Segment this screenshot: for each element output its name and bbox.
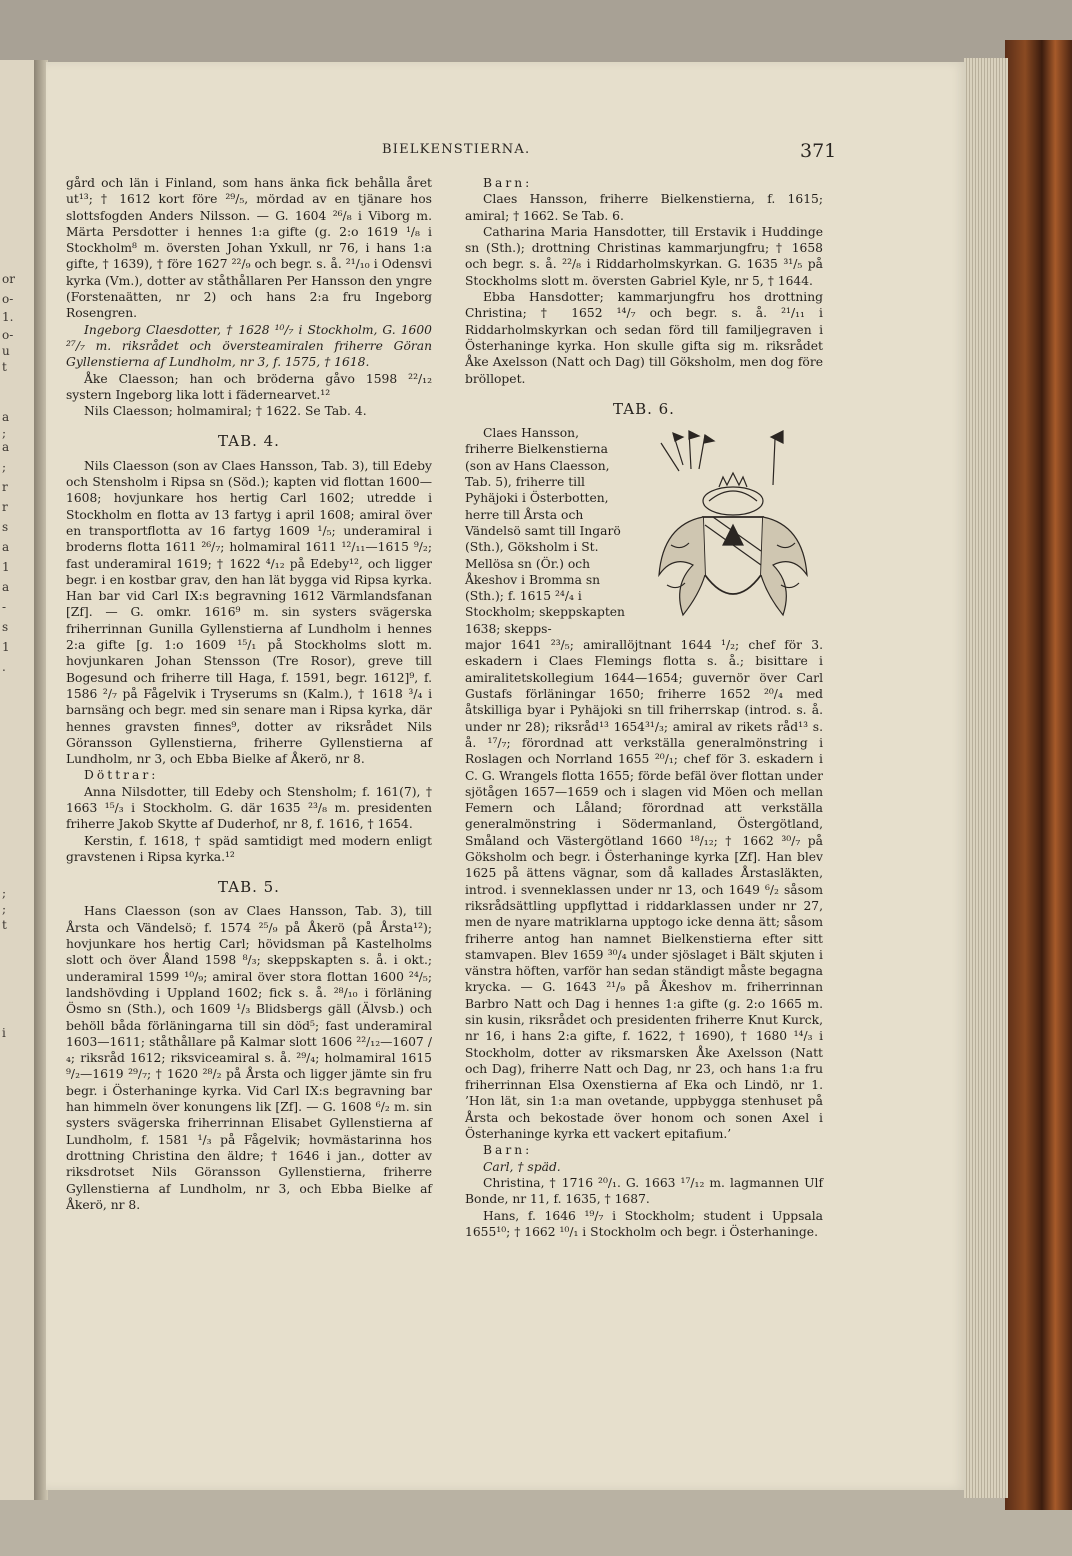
- prev-page-fragment: r: [2, 480, 8, 494]
- prev-page-fragment: a: [2, 440, 10, 454]
- paragraph: Hans, f. 1646 ¹⁹/₇ i Stockholm; student i Uppsala 1655¹⁰; † 1662 ¹⁰/₁ i Stockholm och begr. i Österhaninge.: [465, 1208, 823, 1239]
- prev-page-fragment: 1.: [2, 310, 14, 324]
- section-heading: TAB. 6.: [613, 399, 675, 418]
- running-head: BIELKENSTIERNA.: [382, 142, 531, 157]
- section-heading: TAB. 4.: [218, 432, 280, 451]
- paragraph: Ingeborg Claesdotter, † 1628 ¹⁰/₇ i Stockholm, G. 1600 ²⁷/₇ m. riksrådet och översteamiralen friherre Göran Gyllenstierna af Lundholm, nr 3, f. 1575, † 1618.: [66, 322, 432, 370]
- prev-page-fragment: a: [2, 580, 10, 594]
- section-heading: TAB. 5.: [218, 878, 280, 897]
- scan-background: [0, 0, 1072, 62]
- right-column: [465, 175, 823, 1240]
- paragraph: Carl, † späd.: [483, 1159, 561, 1174]
- prev-page-fragment: .: [2, 660, 6, 674]
- prev-page-fragment: -: [2, 600, 7, 614]
- prev-page-fragment: o-: [2, 328, 14, 342]
- prev-page-fragment: u: [2, 344, 10, 358]
- paragraph: Hans Claesson (son av Claes Hansson, Tab. 3), till Årsta och Vändelsö; f. 1574 ²⁵/₉ på Åkerö (på Årsta¹²); hovjunkare hos hertig Carl; hövidsman på Kastelholms slott och över Åland 1598 ⁸/₃; skeppskapten s. å. i okt.; underamiral 1599 ¹⁰/₉; amiral över stora flottan 1600 ²⁴/₅; landshövding i Uppland 1602; fick s. å. ²⁸/₁₀ i förläning Ösmo sn (Sth.), och 1609 ¹/₃ Blidsbergs gäll (Älvsb.) och behöll båda förläningarna till sin död⁵; fast underamiral 1603—1611; ståthållare på Kalmar slott 1606 ²²/₁₂—1607 /₄; riksråd 1612; riksviceamiral s. å. ²⁹/₄; holmamiral 1615 ⁹/₂—1619 ²⁹/₇; † 1620 ²⁸/₂ på Årsta och ligger jämte sin fru begr. i Österhaninge kyrka. Vid Carl IX:s begravning bar han himmeln över konungens lik [Zf]. — G. 1608 ⁶/₂ m. sin systers svägerska friherrinnan Elisabet Gyllenstierna af Lundholm, f. 1581 ¹/₃ på Fågelvik; hovmästarinna hos drottning Christina den äldre; † 1646 i jan., dotter av riksdrotset Nils Göransson Gyllenstierna, friherre Gyllenstierna af Lundholm, nr 3, och Ebba Bielke af Åkerö, nr 8.: [66, 904, 432, 1212]
- prev-page-fragment: t: [2, 360, 7, 374]
- paragraph: Nils Claesson (son av Claes Hansson, Tab. 3), till Edeby och Stensholm i Ripsa sn (Söd.); kapten vid flottan 1600—1608; hovjunkare hos hertig Carl 1602; utredde i Stockholm en flotta av 13 fartyg i april 1608; amiral över en transportflotta av 16 fartyg 1609 ¹/₅; underamiral i broderns flotta 1611 ²⁶/₇; holmamiral 1611 ¹²/₁₁—1615 ⁹/₂; fast underamiral 1619; † 1622 ⁴/₁₂ på Edeby¹², och ligger begr. i en kostbar grav, den han lät bygga vid Ripsa kyrka. Han bar vid Carl IX:s begravning 1612 Värmlandsfanan [Zf]. — G. omkr. 1616⁹ m. sin systers svägerska friherrinnan Gunilla Gyllenstierna af Lundholm i hennes 2:a gifte [g. 1:o 1609 ¹⁵/₁ på Stockholms slott m. hovjunkaren Johan Stensson (Tre Rosor), greve till Bogesund och friherre till Haga, f. 1591, begr. 1612]⁹, f. 1586 ²/₇ på Fågelvik i Tryserums sn (Kalm.), † 1618 ³/₄ i barnsäng och begr. med sin senare man i Ripsa kyrka, där hennes gravsten finnes⁹, dotter av riksrådet Nils Göransson Gyllenstierna, friherre Gyllenstierna af Lundholm, nr 3, och Ebba Bielke af Åkerö, nr 8.: [66, 458, 432, 767]
- entry-with-coat-of-arms: [465, 425, 823, 637]
- page-edges: [964, 58, 1008, 1498]
- paragraph: major 1641 ²³/₅; amirallöjtnant 1644 ¹/₂; chef för 3. eskadern i Claes Flemings flotta s. å.; bisittare i amiralitetskollegium 1644—1654; guvernör över Carl Gustafs förläningar 1650; friherre 1652 ²⁰/₄ med åtskilliga byar i Pyhäjoki sn till friherrskap (introd. s. å. under nr 28); riksråd¹³ 1654³¹/₃; amiral av rikets råd¹³ s. å. ¹⁷/₇; förordnad att verkställa generalmönstring i Roslagen och Norrland 1655 ²⁰/₁; chef för 3. eskadern i C. G. Wrangels flotta 1655; förde befäl över flottan under sjötågen 1657—1659 och i slagen vid Möen och mellan Femern och Låland; förordnad att verkställa generalmönstring i Södermanland, Östergötland, Småland och Västergötland 1660 ¹⁸/₁₂; † 1662 ³⁰/₇ på Göksholm och begr. i Österhaninge kyrka [Zf]. Han blev 1625 på ättens vägnar, som då kallades Årstasläkten, introd. i svenneklassen under nr 13, och 1649 ⁶/₂ såsom riksrådsättling uppflyttad i riddarklassen under nr 27, men de nyare matriklarna upptogo icke denna ätt; såsom friherre antog han namnet Bielkenstierna efter sitt stamvapen. Blev 1659 ³⁰/₄ under sjöslaget i Bält skjuten i vänstra höften, varför han sedan ständigt måste begagna krycka. — G. 1643 ²¹/₉ på Åkeshov m. friherrinnan Barbro Natt och Dag i hennes 1:a gifte (g. 2:o 1665 m. sin kusin, riksrådet och presidenten friherre Knut Kurck, nr 16, i hans 2:a gifte, f. 1622, † 1690), † 1680 ¹⁴/₃ i Stockholm, dotter av riksmarsken Åke Axelsson (Natt och Dag), friherre Natt och Dag, nr 23, och hans 1:a fru friherrinnan Elsa Oxenstierna af Eka och Lindö, nr 1. ’Hon lät, sin 1:a man ovetande, uppbygga stenhuset på Årsta och bekostade över honom och sonen Axel i Österhaninge kyrka ett vackert epitafium.’: [465, 638, 823, 1142]
- paragraph: Anna Nilsdotter, till Edeby och Stensholm; f. 161(7), † 1663 ¹⁵/₃ i Stockholm. G. där 1635 ²³/₈ m. presidenten friherre Jakob Skytte af Duderhof, nr 8, f. 1616, † 1654.: [66, 784, 432, 832]
- prev-page-fragment: i: [2, 1026, 6, 1040]
- prev-page-fragment: ;: [2, 460, 7, 474]
- paragraph: Claes Hansson, friherre Bielkenstierna (son av Hans Claesson, Tab. 5), friherre till Pyhäjoki i Österbotten, herre till Årsta och Vändelsö samt till Ingarö (Sth.), Göksholm i St. Mellösa sn (Ör.) och Åkeshov i Bromma sn (Sth.); f. 1615 ²⁴/₄ i Stockholm; skeppskapten 1638; skepps-: [465, 426, 625, 636]
- subheading: Barn:: [483, 1143, 533, 1158]
- previous-page-edge: [0, 60, 35, 1500]
- paragraph: Christina, † 1716 ²⁰/₁. G. 1663 ¹⁷/₁₂ m. lagmannen Ulf Bonde, nr 11, f. 1635, † 1687.: [465, 1175, 823, 1207]
- prev-page-fragment: ;: [2, 886, 7, 900]
- paragraph: Åke Claesson; han och bröderna gåvo 1598 ²²/₁₂ systern Ingeborg lika lott i fädernearvet.¹²: [66, 371, 432, 402]
- paragraph: Claes Hansson, friherre Bielkenstierna, f. 1615; amiral; † 1662. Se Tab. 6.: [465, 192, 823, 223]
- subheading: Barn:: [483, 176, 533, 190]
- prev-page-fragment: ;: [2, 902, 7, 916]
- prev-page-fragment: or: [2, 272, 15, 286]
- prev-page-fragment: ;: [2, 426, 7, 440]
- prev-page-fragment: r: [2, 500, 8, 514]
- prev-page-fragment: o-: [2, 292, 14, 306]
- prev-page-fragment: s: [2, 520, 9, 534]
- paragraph: Kerstin, f. 1618, † späd samtidigt med modern enligt gravstenen i Ripsa kyrka.¹²: [66, 833, 432, 864]
- page-number: 371: [800, 140, 837, 162]
- paragraph: Nils Claesson; holmamiral; † 1622. Se Tab. 4.: [84, 404, 367, 419]
- prev-page-fragment: t: [2, 918, 7, 932]
- prev-page-fragment: a: [2, 540, 10, 554]
- coat-of-arms-illustration: [643, 425, 823, 633]
- prev-page-fragment: s: [2, 620, 9, 634]
- subheading: Döttrar:: [84, 768, 159, 783]
- leather-binding: [1005, 40, 1072, 1510]
- paragraph: gård och län i Finland, som hans änka fick behålla året ut¹³; † 1612 kort före ²⁹/₅, mördad av en tjänare hos slottsfogden Anders Nilsson. — G. 1604 ²⁶/₈ i Viborg m. Märta Persdotter i hennes 1:a gifte (g. 2:o 1619 ¹/₈ i Stockholm⁸ m. översten Johan Yxkull, nr 76, i hans 1:a gifte, † 1639), † före 1627 ²²/₉ och begr. s. å. ²¹/₁₀ i Odensvi kyrka (Vm.), dotter av ståthållaren Per Hansson den yngre (Forstenaätten, nr 2) och hans 2:a fru Ingeborg Rosengren.: [66, 176, 432, 321]
- prev-page-fragment: 1: [2, 640, 10, 654]
- paragraph: Ebba Hansdotter; kammarjungfru hos drottning Christina; † 1652 ¹⁴/₇ och begr. s. å. ²¹/₁₁ i Riddarholmskyrkan och sedan förd till familjegraven i Österhaninge kyrka. Hon skulle gifta sig m. riksrådet Åke Axelsson (Natt och Dag) till Göksholm, men dog före bröllopet.: [465, 290, 823, 386]
- paragraph: Catharina Maria Hansdotter, till Erstavik i Huddinge sn (Sth.); drottning Christinas kammarjungfru; † 1658 och begr. s. å. ²²/₈ i Riddarholmskyrkan. G. 1635 ³¹/₅ på Stockholms slott m. översten Gabriel Kyle, nr 5, † 1644.: [465, 224, 823, 288]
- prev-page-fragment: 1: [2, 560, 10, 574]
- left-column: [66, 175, 432, 1213]
- prev-page-fragment: a: [2, 410, 10, 424]
